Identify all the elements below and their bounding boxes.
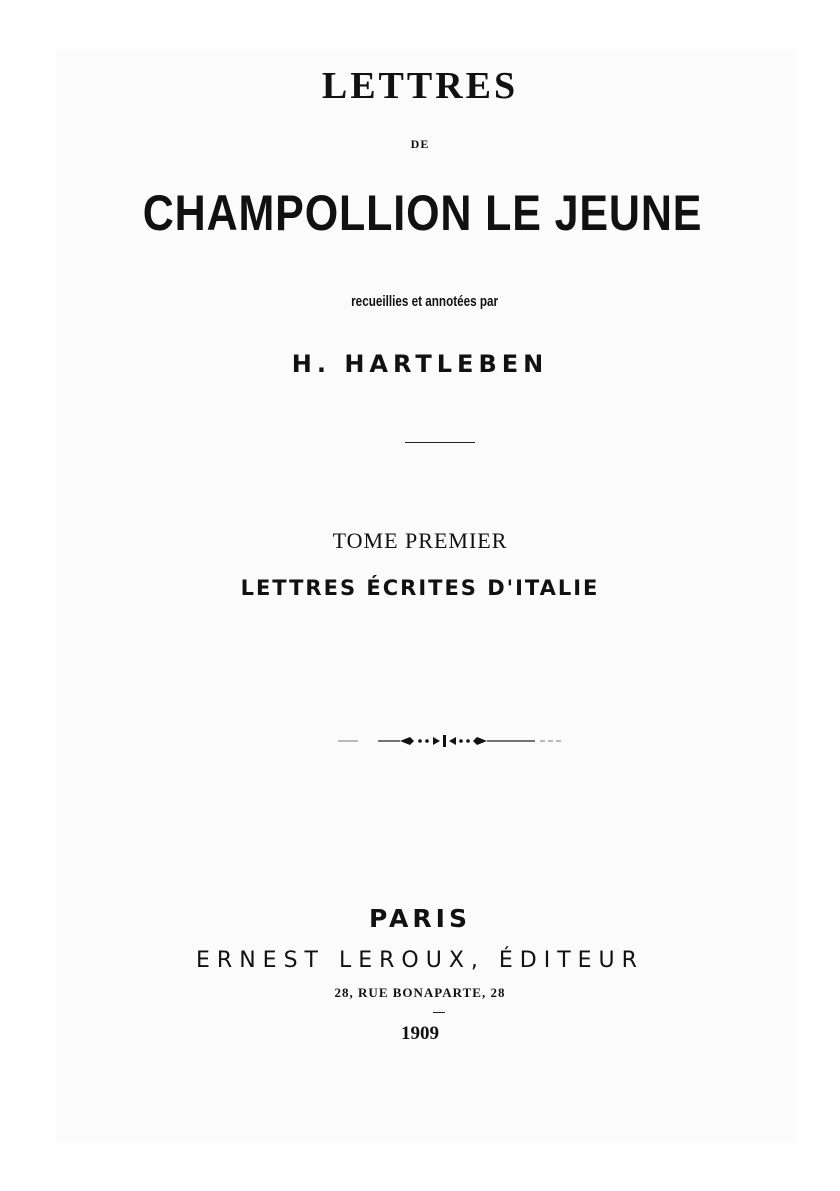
book-title-lettres: LETTRES bbox=[321, 65, 519, 107]
ornament-diamond-left bbox=[400, 737, 414, 745]
separator-rule bbox=[405, 442, 475, 443]
imprint-publisher: ERNEST LEROUX, ÉDITEUR bbox=[196, 948, 644, 973]
imprint-city: PARIS bbox=[369, 904, 471, 933]
ornament-dot bbox=[459, 739, 463, 743]
ornament-diamond-right bbox=[473, 737, 487, 745]
ornament-dot bbox=[425, 739, 429, 743]
ornament-dot bbox=[466, 739, 470, 743]
book-title-name: CHAMPOLLION LE JEUNE bbox=[142, 185, 703, 241]
ornament-dot bbox=[418, 739, 422, 743]
ornament-bar bbox=[443, 735, 446, 747]
volume-subtitle: LETTRES ÉCRITES D'ITALIE bbox=[240, 576, 600, 600]
volume-label: TOME PREMIER bbox=[332, 528, 508, 553]
imprint-dash bbox=[433, 1012, 445, 1013]
collected-by-line: recueillies et annotées par bbox=[351, 293, 499, 310]
ornament-arrow-right bbox=[433, 737, 440, 745]
imprint-year: 1909 bbox=[401, 1023, 439, 1044]
ornament-divider bbox=[330, 734, 570, 748]
editor-name: H. HARTLEBEN bbox=[291, 350, 549, 378]
title-preposition: DE bbox=[410, 137, 430, 151]
ornament-arrow-left bbox=[449, 737, 456, 745]
imprint-address: 28, RUE BONAPARTE, 28 bbox=[334, 985, 506, 1000]
